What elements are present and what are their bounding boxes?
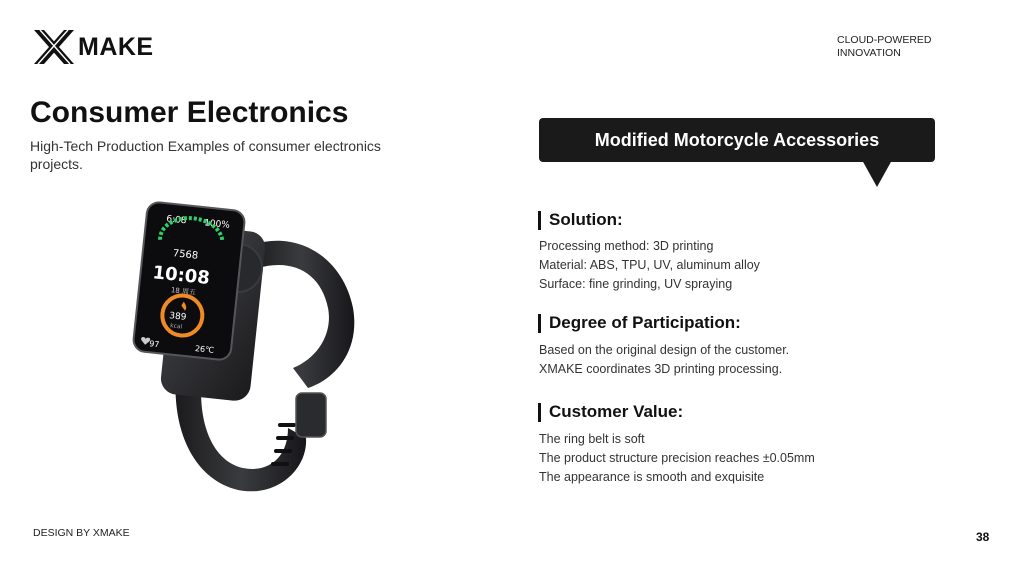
page-subtitle: High-Tech Production Examples of consumer electronics projects. (30, 138, 381, 172)
participation-body (539, 341, 789, 379)
customer-value-line: The ring belt is soft (539, 432, 645, 446)
solution-heading-text: Solution: (549, 210, 623, 229)
smart-band-image (128, 198, 368, 498)
section-banner: Modified Motorcycle Accessories (539, 118, 935, 162)
customer-value-heading (538, 402, 683, 422)
x-logo-icon (32, 28, 76, 66)
screen-kcal: 389 (168, 311, 187, 323)
customer-value-body (539, 430, 815, 487)
screen-temp: 26℃ (194, 344, 215, 355)
screen-heart: 97 (148, 339, 160, 350)
screen-battery: 100% (203, 218, 231, 231)
screen-clock: 10:08 (151, 262, 211, 290)
screen-steps: 7568 (172, 248, 199, 262)
page-number: 38 (976, 530, 990, 544)
logo-text: MAKE (78, 32, 154, 61)
banner-pointer (862, 160, 892, 187)
participation-heading (538, 313, 741, 333)
solution-heading (538, 210, 623, 230)
solution-body (539, 237, 760, 294)
participation-line: XMAKE coordinates 3D printing processing. (539, 362, 783, 376)
tagline-line-1: CLOUD-POWERED (837, 34, 932, 46)
tagline (837, 34, 957, 60)
screen-date: 18 周五 (170, 286, 197, 297)
customer-value-line: The product structure precision reaches ±0.05mm (539, 451, 815, 465)
heading-bar (538, 403, 541, 422)
customer-value-line: The appearance is smooth and exquisite (539, 470, 765, 484)
heading-bar (538, 314, 541, 333)
solution-line: Material: ABS, TPU, UV, aluminum alloy (539, 258, 760, 272)
solution-line: Processing method: 3D printing (539, 239, 714, 253)
brand-logo (32, 28, 154, 66)
tagline-line-2: INNOVATION (837, 47, 901, 59)
participation-line: Based on the original design of the customer. (539, 343, 790, 357)
footer-credit: DESIGN BY XMAKE (33, 527, 130, 539)
customer-value-heading-text: Customer Value: (549, 402, 684, 421)
screen-time-small: 6:08 (165, 214, 187, 227)
heading-bar (538, 211, 541, 230)
page-title: Consumer Electronics (30, 96, 349, 129)
screen-kcal-unit: kcal (169, 322, 183, 331)
participation-heading-text: Degree of Participation: (549, 313, 741, 332)
solution-line: Surface: fine grinding, UV spraying (539, 277, 733, 291)
